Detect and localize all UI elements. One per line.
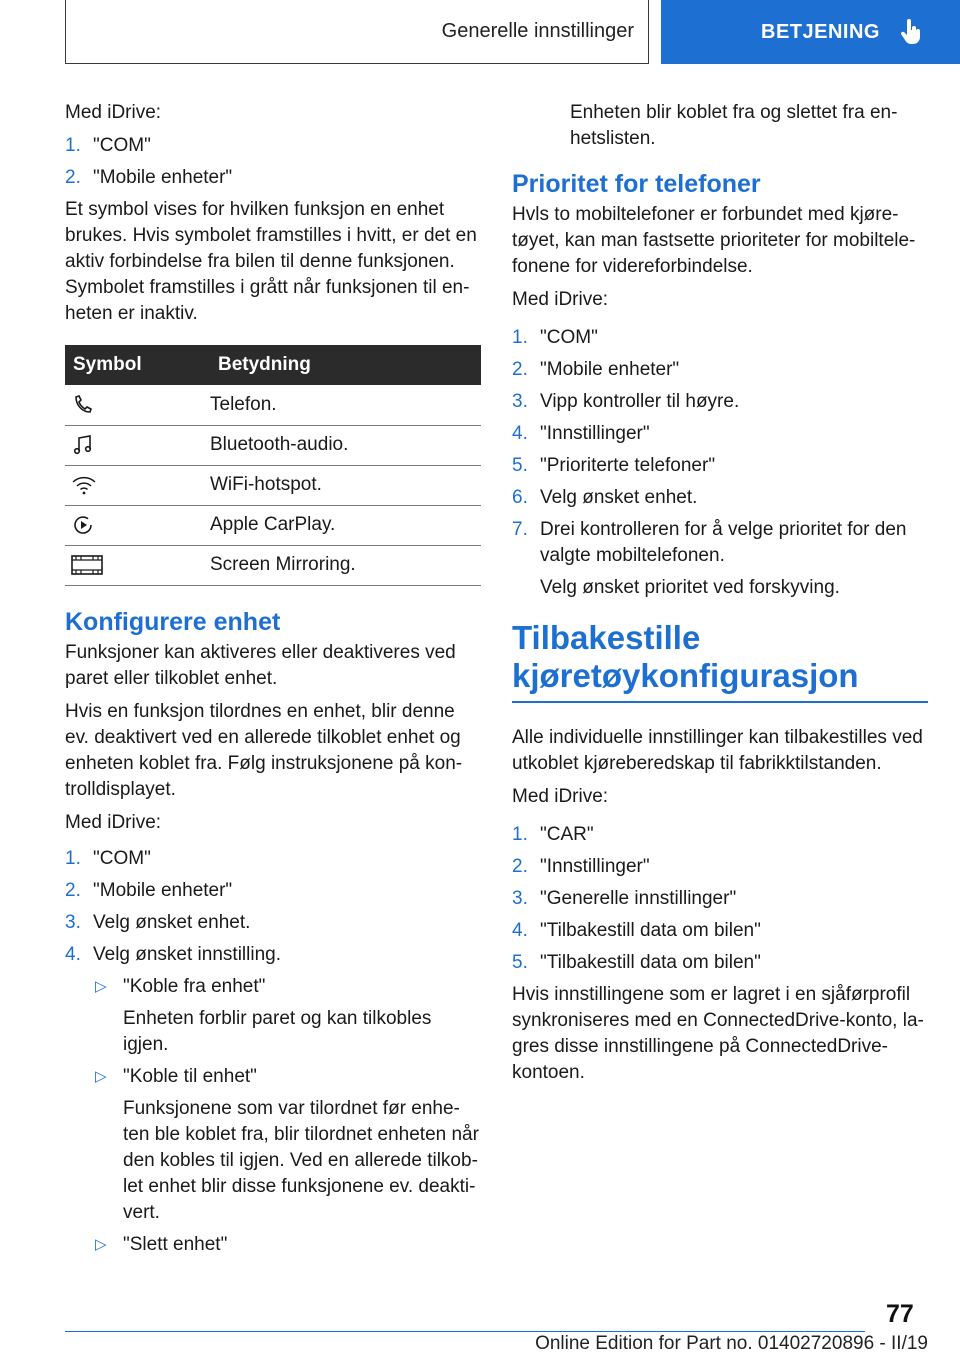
list-item: 3. "Generelle innstillinger"	[512, 887, 737, 909]
setting-options	[93, 974, 481, 1258]
meaning-cell: WiFi-hotspot.	[210, 465, 481, 505]
column-header-symbol: Symbol	[65, 345, 210, 385]
reset-label: Med iDrive:	[512, 785, 609, 807]
chapter-title: BETJENING	[761, 20, 880, 43]
wifi-icon	[71, 473, 97, 497]
heading-phone-priority: Prioritet for telefoner	[512, 170, 761, 198]
list-item: 1. "COM"	[512, 327, 598, 348]
footer-rule	[65, 1331, 865, 1332]
column-header-meaning: Betydning	[210, 345, 481, 385]
edition-footer: Online Edition for Part no. 01402720896 - II/19	[535, 1333, 928, 1354]
list-item: 3. Velg ønsket enhet.	[65, 911, 251, 933]
meaning-cell: Telefon.	[210, 385, 481, 425]
section-title: Generelle innstillinger	[441, 20, 634, 42]
configure-para-1: Funksjoner kan aktiveres eller deaktiveres ved paret eller tilkoblet enhet.	[65, 641, 456, 689]
heading-configure-device: Konfigurere enhet	[65, 607, 281, 636]
heading-line-2: kjøretøykonfigurasjon	[512, 657, 859, 694]
list-item: 1. "COM"	[65, 135, 151, 156]
table-row	[65, 425, 481, 465]
list-item: ▷ "Koble til enhet" Funksjonene som var tilordnet før enhe- ten ble koblet fra, blir tilordnet enheten når den kobles til igjen. Ved en allerede tilkob- let enhet blir disse funksjonene ev. deakti- vert.	[95, 1065, 479, 1223]
list-item: ▷ "Slett enhet"	[95, 1233, 228, 1255]
symbol-paragraph: Et symbol vises for hvilken funksjon en enhet brukes. Hvis symbolet framstilles i hvitt, er det en aktiv forbindelse fra bilen til denne funksjonen. Symbolet framstilles i grått når funksjonen til en- heten er inaktiv.	[65, 199, 477, 324]
heading-rule	[512, 701, 928, 703]
configure-label: Med iDrive:	[65, 811, 162, 833]
hand-pointer-icon	[900, 19, 922, 45]
table-row	[65, 465, 481, 505]
intro-label: Med iDrive:	[65, 102, 162, 123]
page-number: 77	[886, 1300, 914, 1328]
list-item: 1. "COM"	[65, 847, 151, 869]
page-header	[0, 0, 960, 66]
configure-para-2: Hvis en funksjon tilordnes en enhet, blir denne ev. deaktivert ved en allerede tilkoblet enhet og enheten koblet fra. Følg instruksjonene på kon- trolldisplayet.	[65, 700, 463, 800]
carplay-icon	[71, 513, 95, 537]
priority-para: Hvls to mobiltelefoner er forbundet med kjøre- tøyet, kan man fastsette prioriteter for mobiltele- fonene for videreforbindelse.	[512, 204, 916, 277]
symbol-table	[65, 345, 481, 586]
meaning-cell: Apple CarPlay.	[210, 505, 481, 545]
meaning-cell: Screen Mirroring.	[210, 545, 481, 585]
reset-steps	[512, 822, 928, 976]
list-item: 4. "Tilbakestill data om bilen"	[512, 919, 761, 941]
list-item: ▷ "Koble fra enhet" Enheten forblir paret og kan tilkobles igjen.	[95, 975, 432, 1055]
list-item: 4. "Innstillinger"	[512, 423, 650, 444]
list-item: 2. "Mobile enheter"	[65, 167, 233, 188]
music-note-icon	[71, 433, 95, 457]
list-item: 7. Drei kontrolleren for å velge prioritet for den valgte mobiltelefonen. Velg ønsket prioritet ved forskyving.	[512, 519, 907, 598]
heading-reset-vehicle	[512, 619, 928, 695]
list-item: 3. Vipp kontroller til høyre.	[512, 391, 740, 412]
table-row	[65, 385, 481, 425]
chapter-tab	[661, 0, 960, 64]
priority-label: Med iDrive:	[512, 289, 609, 310]
list-item: 1. "CAR"	[512, 823, 594, 845]
phone-icon	[71, 393, 95, 417]
table-header-row	[65, 345, 481, 385]
continued-text: Enheten blir koblet fra og slettet fra en- hetslisten.	[570, 102, 898, 149]
heading-line-1: Tilbakestille	[512, 619, 701, 656]
intro-steps	[65, 133, 481, 191]
list-item: 4. Velg ønsket innstilling. ▷ "Koble fra enhet" Enheten forblir paret og kan tilkobles igjen. ▷ "Koble til enhet" Funksjonene som var tilordnet før enhe- ten ble koblet fra, blir tilordnet enheten når den kobles til igjen. Ved en allerede tilkob- let enhet blir disse funksjonene ev. deakti- vert. ▷ "Slett enhet"	[65, 942, 481, 1258]
reset-para: Alle individuelle innstillinger kan tilbakestilles ved utkoblet kjøreberedskap til fabrikktilstanden.	[512, 726, 923, 774]
list-item: 2. "Mobile enheter"	[512, 359, 680, 380]
list-item: 2. "Mobile enheter"	[65, 879, 233, 901]
meaning-cell: Bluetooth-audio.	[210, 425, 481, 465]
priority-steps	[512, 325, 928, 601]
list-item: 6. Velg ønsket enhet.	[512, 487, 698, 508]
left-column	[65, 100, 481, 1264]
list-item: 5. "Prioriterte telefoner"	[512, 455, 716, 476]
screen-mirroring-icon	[71, 554, 103, 576]
section-tab	[65, 0, 649, 64]
reset-closing: Hvis innstillingene som er lagret i en sjåførprofil synkroniseres med en ConnectedDrive-konto, la- gres disse innstillingene på ConnectedDrive- kontoen.	[512, 983, 924, 1083]
right-column	[512, 100, 928, 1093]
table-row	[65, 505, 481, 545]
table-row	[65, 545, 481, 585]
configure-steps	[65, 846, 481, 1258]
list-item: 2. "Innstillinger"	[512, 855, 650, 877]
list-item: 5. "Tilbakestill data om bilen"	[512, 951, 761, 973]
